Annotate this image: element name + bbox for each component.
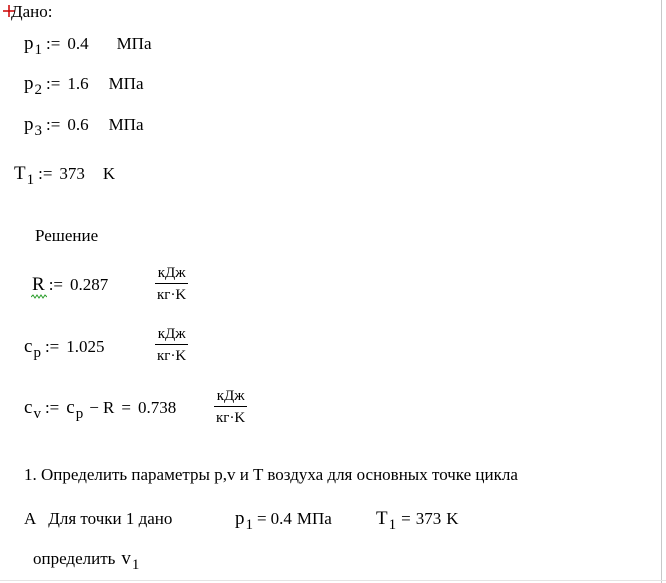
spellcheck-squiggle-icon (31, 294, 47, 299)
cv-value: 0.738 (137, 398, 177, 417)
p2-value: 1.6 (67, 74, 89, 93)
p1-value: 0.4 (67, 34, 89, 53)
task-heading[interactable]: 1. Определить параметры p,v и T воздуха для основных точке цикла (24, 465, 518, 484)
p1-unit: МПа (116, 34, 152, 53)
T1-symbol: T (14, 163, 26, 184)
region-R[interactable] (32, 275, 108, 295)
p1-assign: := (46, 34, 61, 53)
point-T1-unit: K (446, 509, 459, 528)
cp-value: 1.025 (66, 337, 105, 356)
T1-value: 373 (59, 164, 85, 183)
determine-subscript: 1 (131, 557, 140, 573)
p3-assign: := (46, 115, 61, 134)
cv-symbol: c (24, 397, 33, 418)
point-T1-symbol: T (376, 508, 388, 529)
p2-symbol: p (24, 73, 34, 94)
point-p1-unit: МПа (296, 509, 332, 528)
cv-expr-symbol: c (66, 397, 75, 418)
region-p2[interactable] (24, 73, 144, 98)
cp-unit-fraction (155, 325, 188, 365)
R-unit-denominator: кг·K (157, 287, 187, 303)
p3-value: 0.6 (67, 115, 89, 134)
T1-assign: := (38, 164, 53, 183)
point-p1-equals: = (257, 509, 267, 528)
point-p1-symbol: p (235, 508, 245, 529)
cv-subscript: v (33, 406, 41, 422)
cv-unit-denominator: кг·K (216, 410, 246, 426)
point-text: Для точки 1 дано (48, 509, 173, 528)
cp-symbol: c (24, 336, 33, 357)
region-cp[interactable] (24, 336, 105, 361)
point-p1-subscript: 1 (245, 517, 253, 533)
given-header[interactable]: Дано: (11, 2, 53, 21)
region-cv[interactable] (24, 397, 177, 422)
cp-assign: := (44, 337, 60, 356)
cv-expr-subscript: p (75, 406, 84, 422)
T1-unit: K (102, 164, 116, 183)
cp-unit-denominator: кг·K (157, 348, 187, 364)
p2-assign: := (46, 74, 61, 93)
R-unit-numerator: кДж (157, 265, 186, 281)
region-point-A-T1[interactable] (376, 508, 459, 533)
p1-symbol: p (24, 33, 34, 54)
region-p3[interactable] (24, 114, 144, 139)
T1-subscript: 1 (26, 172, 35, 188)
point-T1-equals: = (401, 509, 411, 528)
region-point-A-p1[interactable] (235, 508, 332, 533)
page-boundary-right (661, 0, 662, 583)
cv-unit-numerator: кДж (216, 388, 245, 404)
solution-header[interactable]: Решение (35, 226, 99, 245)
R-value: 0.287 (70, 275, 109, 294)
cp-subscript: p (33, 345, 41, 361)
cp-unit-bar (155, 344, 188, 345)
determine-text: определить (33, 549, 116, 568)
R-unit-fraction (155, 264, 188, 304)
region-T1[interactable] (14, 163, 116, 188)
cv-equals: = (121, 398, 131, 417)
p3-unit: МПа (108, 115, 144, 134)
R-symbol: R (32, 274, 45, 295)
region-point-A[interactable] (24, 509, 172, 529)
region-p1[interactable] (24, 33, 152, 58)
point-p1-value: 0.4 (270, 509, 292, 528)
p2-unit: МПа (108, 74, 144, 93)
point-T1-subscript: 1 (388, 517, 397, 533)
point-label: A (24, 509, 37, 528)
cv-expr-rest: − R (89, 398, 115, 417)
p3-subscript: 3 (34, 123, 42, 139)
point-T1-value: 373 (415, 509, 442, 528)
cv-unit-bar (214, 406, 247, 407)
determine-symbol: v (121, 548, 131, 569)
p1-subscript: 1 (34, 42, 42, 58)
cv-assign: := (44, 398, 60, 417)
region-determine-v1[interactable] (33, 548, 140, 573)
p3-symbol: p (24, 114, 34, 135)
p2-subscript: 2 (34, 82, 42, 98)
cv-unit-fraction (214, 387, 247, 427)
cp-unit-numerator: кДж (157, 326, 186, 342)
page-boundary-bottom (0, 580, 666, 581)
R-assign: := (48, 275, 63, 294)
R-unit-bar (155, 283, 188, 284)
